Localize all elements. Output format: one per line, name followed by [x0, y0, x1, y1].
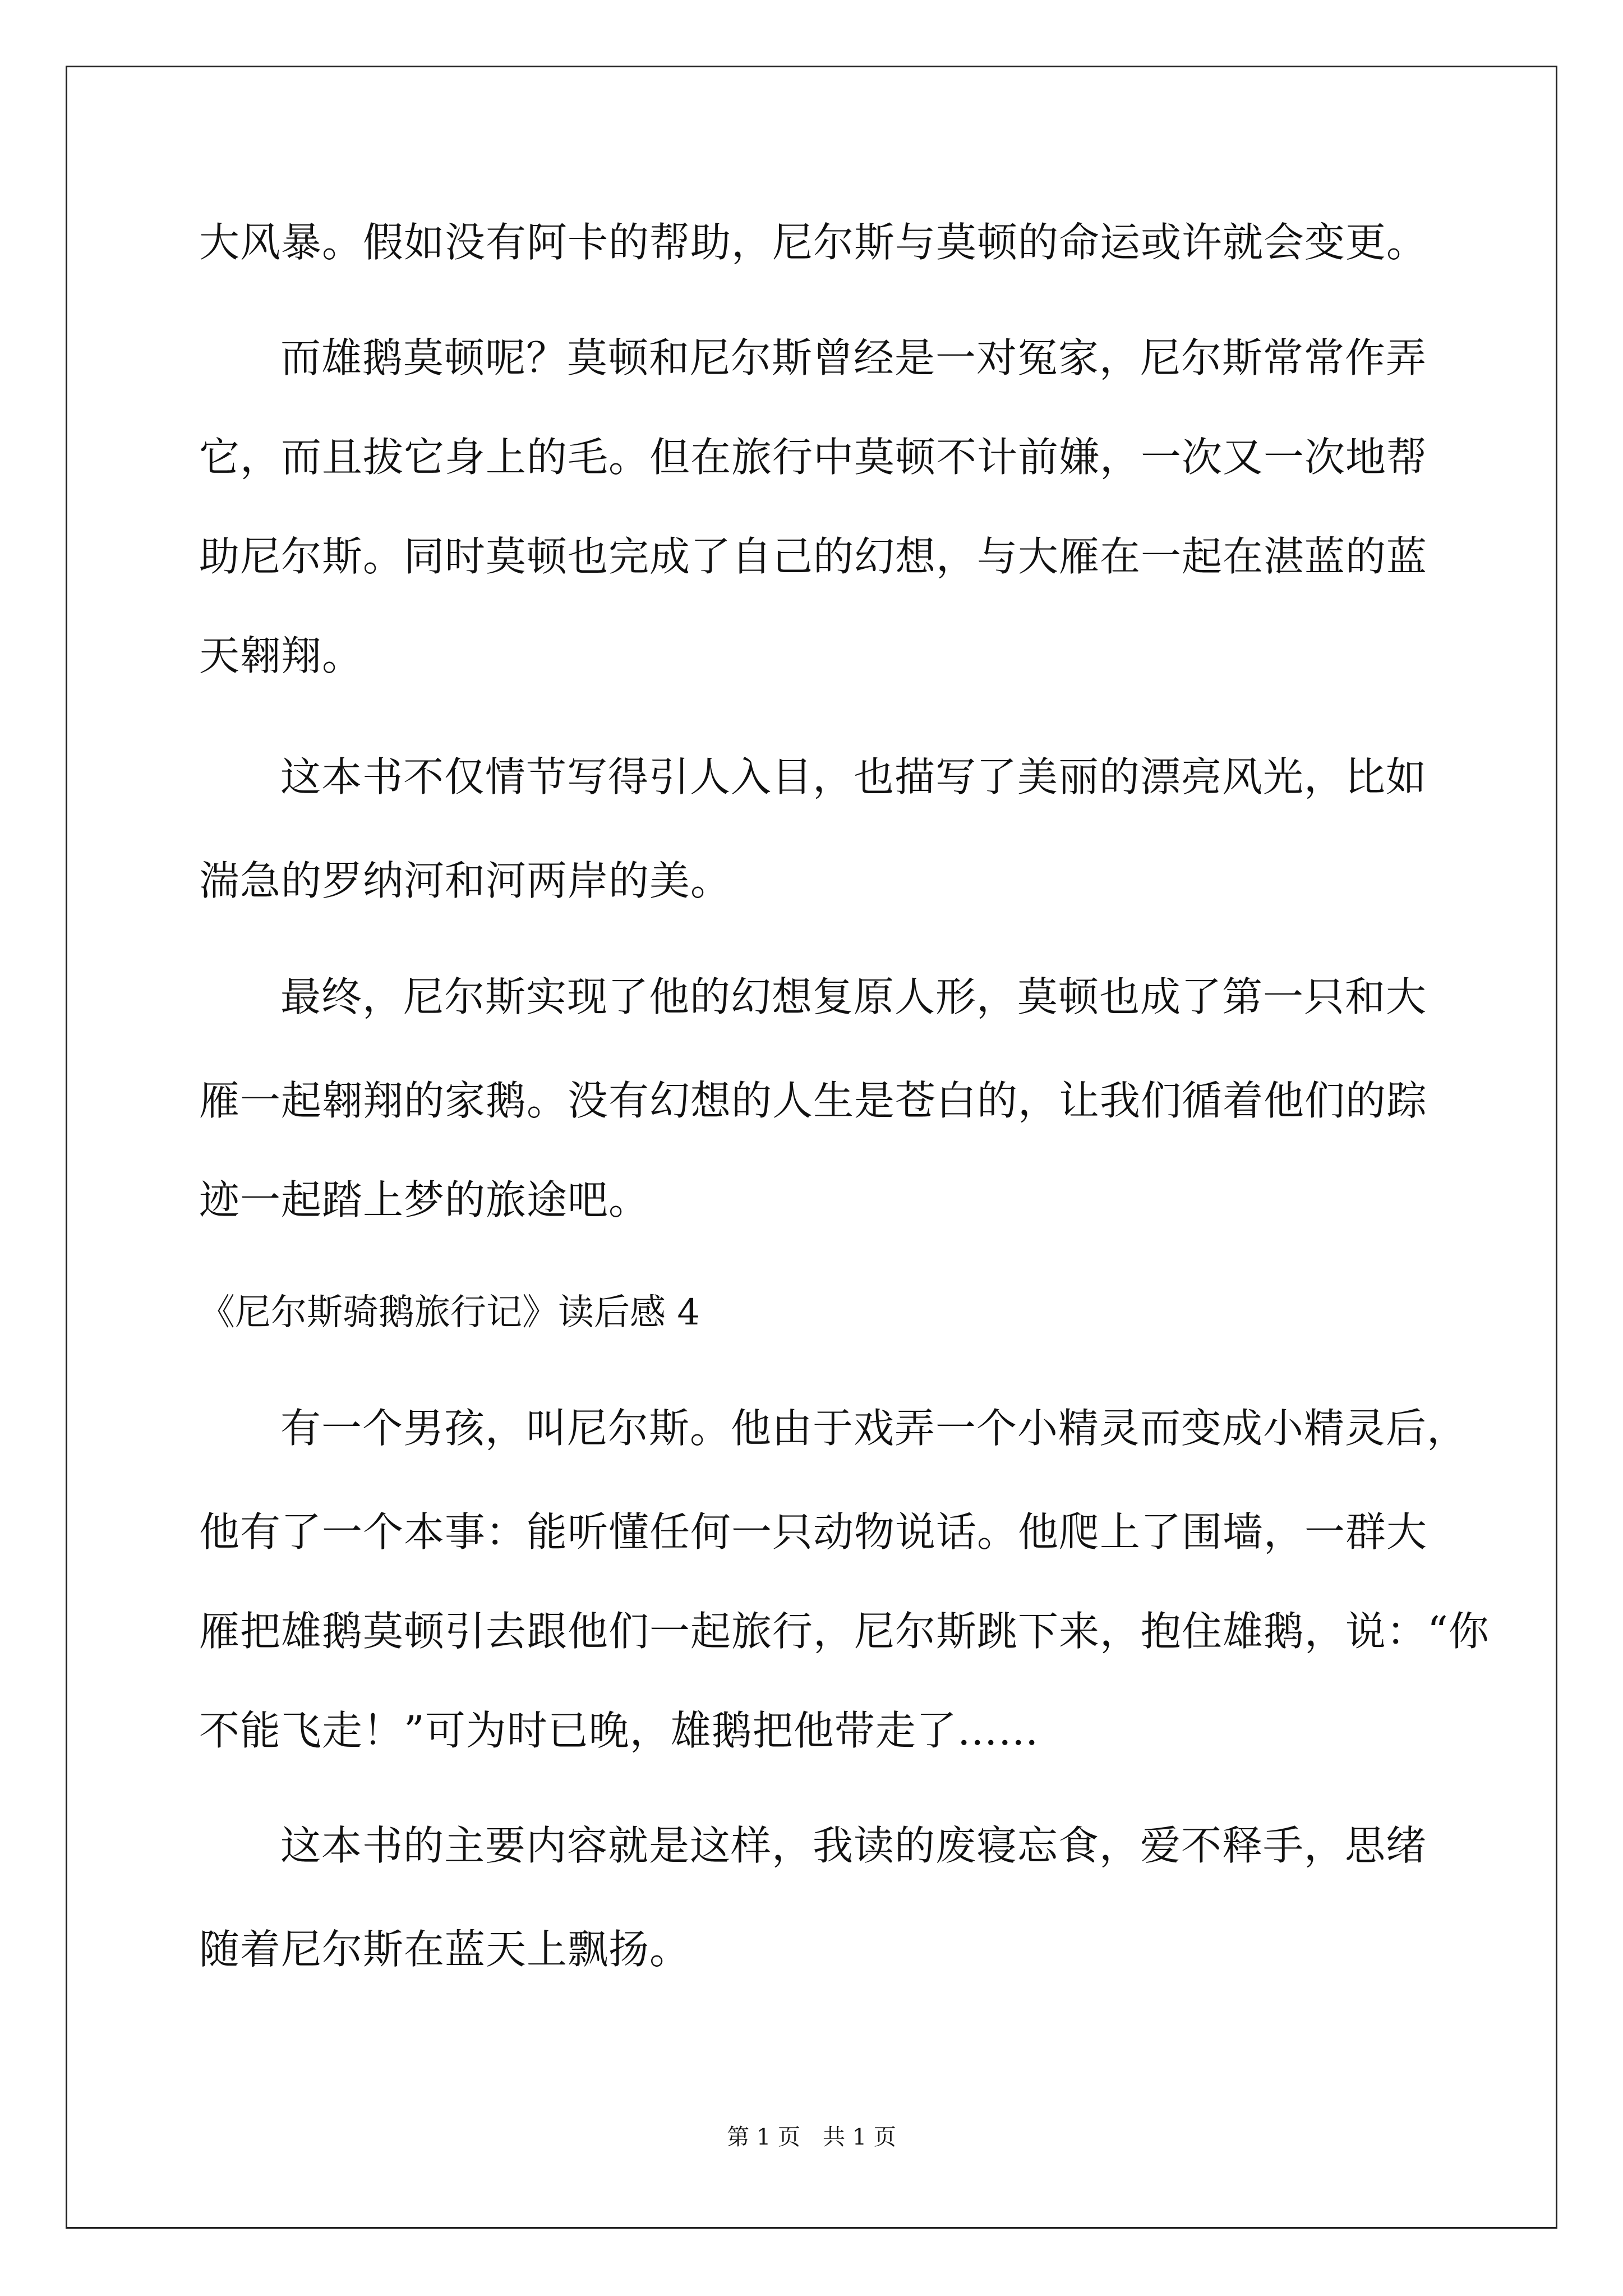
paragraph-line: 这本书的主要内容就是这样，我读的废寝忘食，爱不释手，思绪	[280, 1822, 1427, 1869]
paragraph-line: 雁把雄鹅莫顿引去跟他们一起旅行，尼尔斯跳下来，抱住雄鹅，说：“你	[199, 1608, 1490, 1655]
paragraph-line: 它，而且拔它身上的毛。但在旅行中莫顿不计前嫌，一次又一次地帮	[199, 434, 1428, 481]
paragraph-line: 大风暴。假如没有阿卡的帮助，尼尔斯与莫顿的命运或许就会变更。	[199, 219, 1428, 266]
paragraph-line: 这本书不仅情节写得引人入目，也描写了美丽的漂亮风光，比如	[280, 753, 1427, 800]
paragraph-line: 助尼尔斯。同时莫顿也完成了自己的幻想，与大雁在一起在湛蓝的蓝	[199, 533, 1428, 580]
paragraph-line: 他有了一个本事：能听懂任何一只动物说话。他爬上了围墙，一群大	[199, 1508, 1428, 1556]
section-heading: 《尼尔斯骑鹅旅行记》读后感 4	[199, 1292, 700, 1333]
page-number: 第 1 页 共 1 页	[727, 2124, 896, 2150]
page-border	[66, 66, 1557, 2229]
paragraph-line: 雁一起翱翔的家鹅。没有幻想的人生是苍白的，让我们循着他们的踪	[199, 1077, 1428, 1124]
paragraph-line: 湍急的罗纳河和河两岸的美。	[199, 857, 732, 904]
paragraph-line: 不能飞走！”可为时已晚，雄鹅把他带走了……	[199, 1707, 1039, 1754]
paragraph-line: 天翱翔。	[199, 632, 363, 679]
paragraph-line: 最终，尼尔斯实现了他的幻想复原人形，莫顿也成了第一只和大	[280, 973, 1427, 1020]
paragraph-line: 有一个男孩，叫尼尔斯。他由于戏弄一个小精灵而变成小精灵后，	[280, 1405, 1468, 1452]
paragraph-line: 随着尼尔斯在蓝天上飘扬。	[199, 1926, 691, 1973]
paragraph-line: 而雄鹅莫顿呢？莫顿和尼尔斯曾经是一对冤家，尼尔斯常常作弄	[280, 334, 1427, 381]
paragraph-line: 迹一起踏上梦的旅途吧。	[199, 1176, 650, 1223]
